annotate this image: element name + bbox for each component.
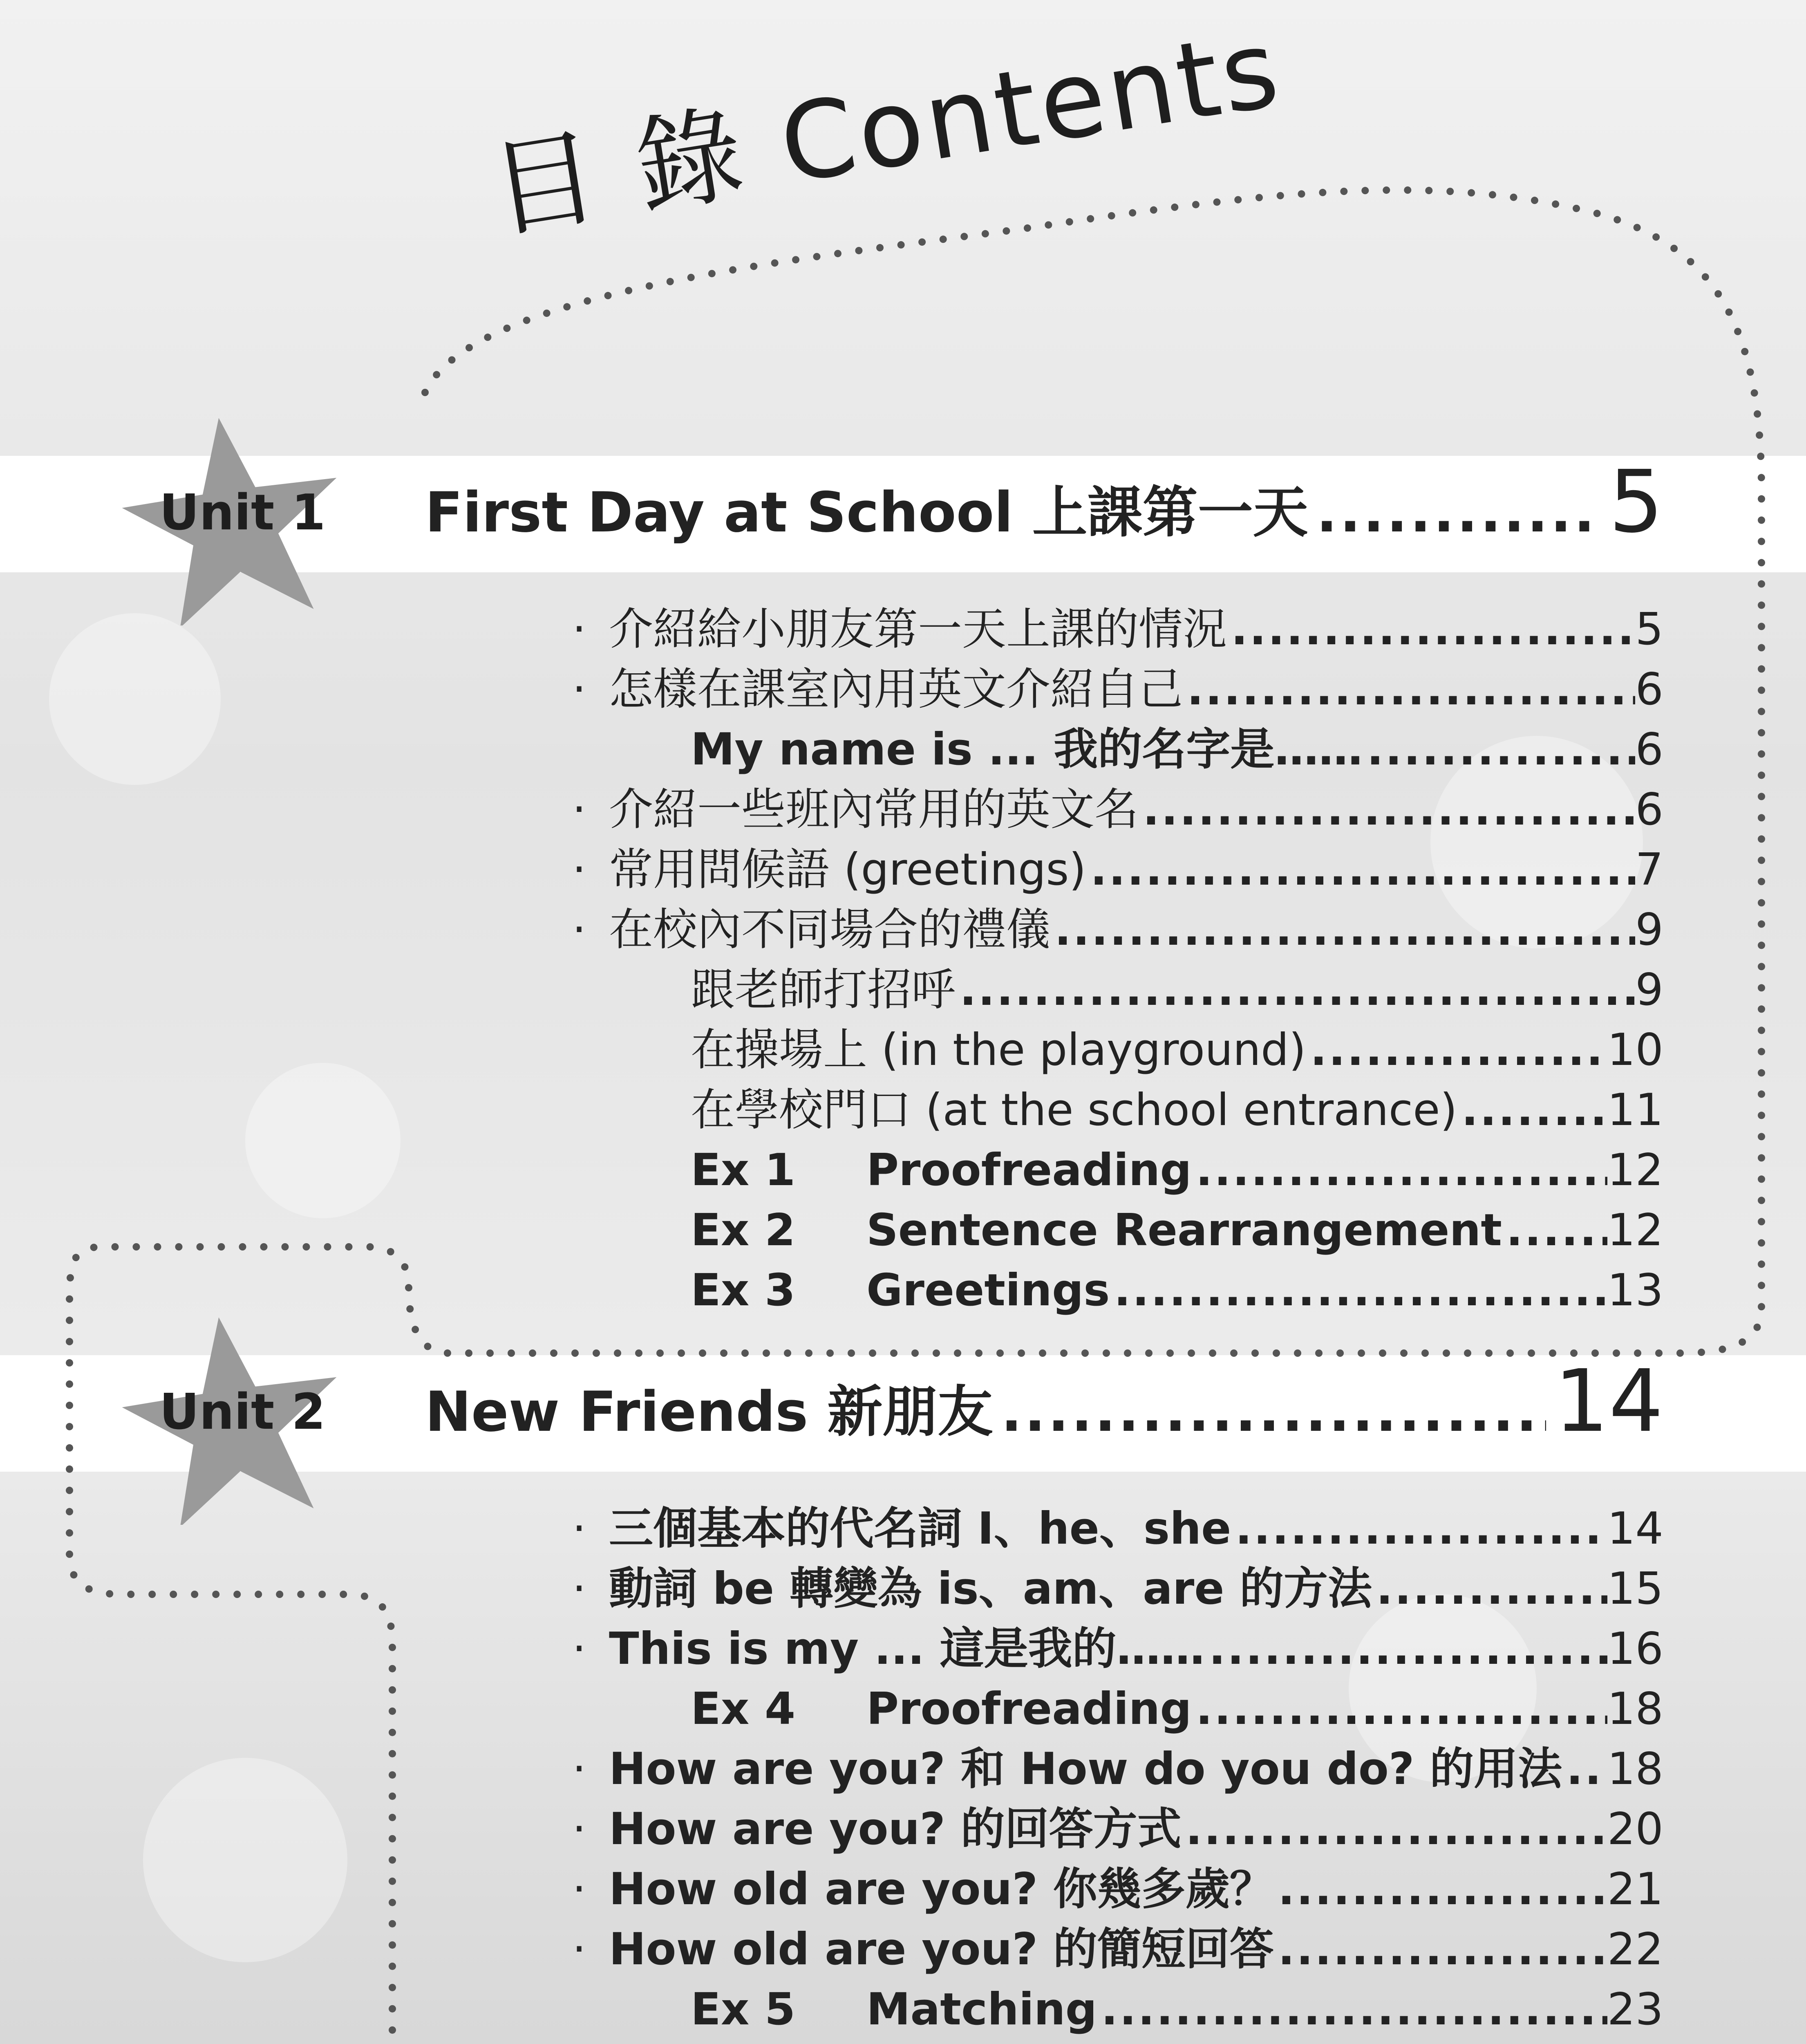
entry-bullet: · (572, 1744, 586, 1795)
toc-entry[interactable] (691, 1082, 1663, 1139)
entry-text (866, 2041, 1354, 2044)
exercise-entry[interactable] (691, 2041, 1663, 2044)
entry-page: 10 (1607, 1024, 1663, 1076)
entry-page: 18 (1607, 1683, 1663, 1735)
toc-entry[interactable] (572, 1560, 1663, 1618)
toc-entry[interactable] (572, 661, 1663, 718)
unit-page-number: 14 (1554, 1351, 1663, 1451)
entry-text: 介紹給小朋友第一天上課的情況 (609, 604, 1227, 655)
entry-page: 20 (1607, 1804, 1663, 1855)
exercise-entry[interactable] (691, 1142, 1663, 1199)
entry-text: Matching (866, 1984, 1097, 2035)
exercise-entry[interactable] (691, 1262, 1663, 1319)
entry-page: 18 (1607, 1744, 1663, 1795)
leader-dots (1358, 2041, 1607, 2044)
entry-page: 7 (1635, 844, 1663, 895)
entry-text: My name is ... 我的名字是…… (691, 724, 1363, 775)
leader-dots (1090, 841, 1636, 899)
exercise-entry[interactable] (691, 1681, 1663, 1738)
toc-entry[interactable] (691, 721, 1663, 778)
entry-page: 9 (1635, 964, 1663, 1015)
entry-text: How old are you? 你幾多歲？ (609, 1864, 1274, 1915)
leader-dots (1187, 661, 1635, 718)
entry-bullet: · (572, 1623, 586, 1674)
entry-page: 12 (1607, 1205, 1663, 1256)
toc-entry[interactable] (572, 1801, 1663, 1858)
leader-dots (1310, 1022, 1607, 1079)
entry-bullet: · (572, 1804, 586, 1855)
entry-page: 6 (1635, 784, 1663, 835)
entry-bullet: · (572, 664, 586, 715)
entry-page: 6 (1635, 664, 1663, 715)
entry-page: 23 (1607, 1984, 1663, 2035)
entry-page: 16 (1607, 1623, 1663, 1674)
entry-text: 在校內不同場合的禮儀 (609, 904, 1051, 955)
entry-bullet: · (572, 1924, 586, 1975)
leader-dots (1196, 1142, 1607, 1199)
entry-page: 13 (1607, 1265, 1663, 1316)
page-title: 目 錄 Contents (482, 7, 1289, 254)
leader-dots (1376, 1560, 1607, 1618)
entry-bullet: · (572, 904, 586, 955)
leader-dots (1235, 1500, 1607, 1558)
leader-dots (1231, 601, 1635, 658)
toc-entry[interactable] (691, 961, 1663, 1019)
toc-entry[interactable] (572, 841, 1663, 899)
entry-text: This is my ... 這是我的…… (609, 1623, 1205, 1674)
unit-title: New Friends 新朋友 (425, 1380, 993, 1444)
toc-entry[interactable] (572, 781, 1663, 838)
toc-entry[interactable] (572, 1500, 1663, 1558)
toc-entry[interactable] (572, 901, 1663, 959)
entry-page (1607, 2041, 1663, 2044)
entry-page: 9 (1635, 904, 1663, 955)
entry-text: 在操場上 (in the playground) (691, 1024, 1306, 1076)
entry-page: 12 (1607, 1145, 1663, 1196)
entry-page: 22 (1607, 1924, 1663, 1975)
leader-dots (1001, 1380, 1546, 1444)
entry-bullet: · (572, 1563, 586, 1614)
entry-page: 11 (1607, 1085, 1663, 1136)
leader-dots (1278, 1921, 1607, 1978)
leader-dots (1278, 1861, 1607, 1918)
leader-dots (1101, 1981, 1607, 2038)
leader-dots (1186, 1801, 1607, 1858)
entry-text: Proofreading (866, 1145, 1192, 1196)
leader-dots (1143, 781, 1635, 838)
entry-bullet: · (572, 1503, 586, 1554)
entry-text: How old are you? 的簡短回答 (609, 1924, 1274, 1975)
leader-dots (1566, 1741, 1607, 1798)
leader-dots (1054, 901, 1635, 959)
entry-text: How are you? 和 How do you do? 的用法 (609, 1744, 1562, 1795)
entry-page: 15 (1607, 1563, 1663, 1614)
entry-bullet: · (572, 604, 586, 655)
toc-entry[interactable] (572, 1620, 1663, 1678)
entry-text: How are you? 的回答方式 (609, 1804, 1182, 1855)
exercise-number: Ex 1 (691, 1145, 796, 1196)
entry-bullet: · (572, 1864, 586, 1915)
entry-bullet: · (572, 784, 586, 835)
exercise-entry[interactable] (691, 1981, 1663, 2038)
entry-text: Greetings (866, 1265, 1110, 1316)
entry-bullet: · (572, 844, 586, 895)
entry-text: 動詞 be 轉變為 is、am、are 的方法 (609, 1563, 1372, 1614)
leader-dots (1367, 721, 1635, 778)
entry-page: 14 (1607, 1503, 1663, 1554)
toc-entry[interactable] (572, 1861, 1663, 1918)
unit-heading[interactable] (425, 1351, 1663, 1451)
leader-dots (1209, 1620, 1607, 1678)
toc-entry[interactable] (572, 601, 1663, 658)
exercise-entry[interactable] (691, 1202, 1663, 1259)
leader-dots (1196, 1681, 1607, 1738)
unit-page-number: 5 (1609, 452, 1663, 552)
exercise-number: Ex 5 (691, 1984, 796, 2035)
unit-title: First Day at School 上課第一天 (425, 480, 1308, 545)
exercise-number (691, 2041, 866, 2044)
entry-page: 5 (1635, 604, 1663, 655)
exercise-number: Ex 2 (691, 1205, 796, 1256)
toc-entry[interactable] (572, 1921, 1663, 1978)
entry-page: 21 (1607, 1864, 1663, 1915)
leader-dots (960, 961, 1635, 1019)
leader-dots (1114, 1262, 1607, 1319)
leader-dots (1461, 1082, 1607, 1139)
leader-dots (1316, 480, 1601, 545)
toc-entry[interactable] (572, 1741, 1663, 1798)
entry-text: 常用問候語 (greetings) (609, 844, 1086, 895)
entry-text: Proofreading (866, 1683, 1192, 1735)
toc-entry[interactable] (691, 1022, 1663, 1079)
unit-heading[interactable] (425, 452, 1663, 552)
entry-text: 三個基本的代名詞 I、he、she (609, 1503, 1231, 1554)
leader-dots (1506, 1202, 1607, 1259)
entry-text: 在學校門口 (at the school entrance) (691, 1085, 1457, 1136)
entry-text: Sentence Rearrangement (866, 1205, 1502, 1256)
entry-page: 6 (1635, 724, 1663, 775)
unit-label: Unit 2 (159, 1384, 326, 1441)
entry-text: 跟老師打招呼 (691, 964, 956, 1015)
unit-label: Unit 1 (159, 484, 326, 541)
entry-text: 怎樣在課室內用英文介紹自己 (609, 664, 1183, 715)
exercise-number: Ex 4 (691, 1683, 796, 1735)
exercise-number: Ex 3 (691, 1265, 796, 1316)
entry-text: 介紹一些班內常用的英文名 (609, 784, 1139, 835)
